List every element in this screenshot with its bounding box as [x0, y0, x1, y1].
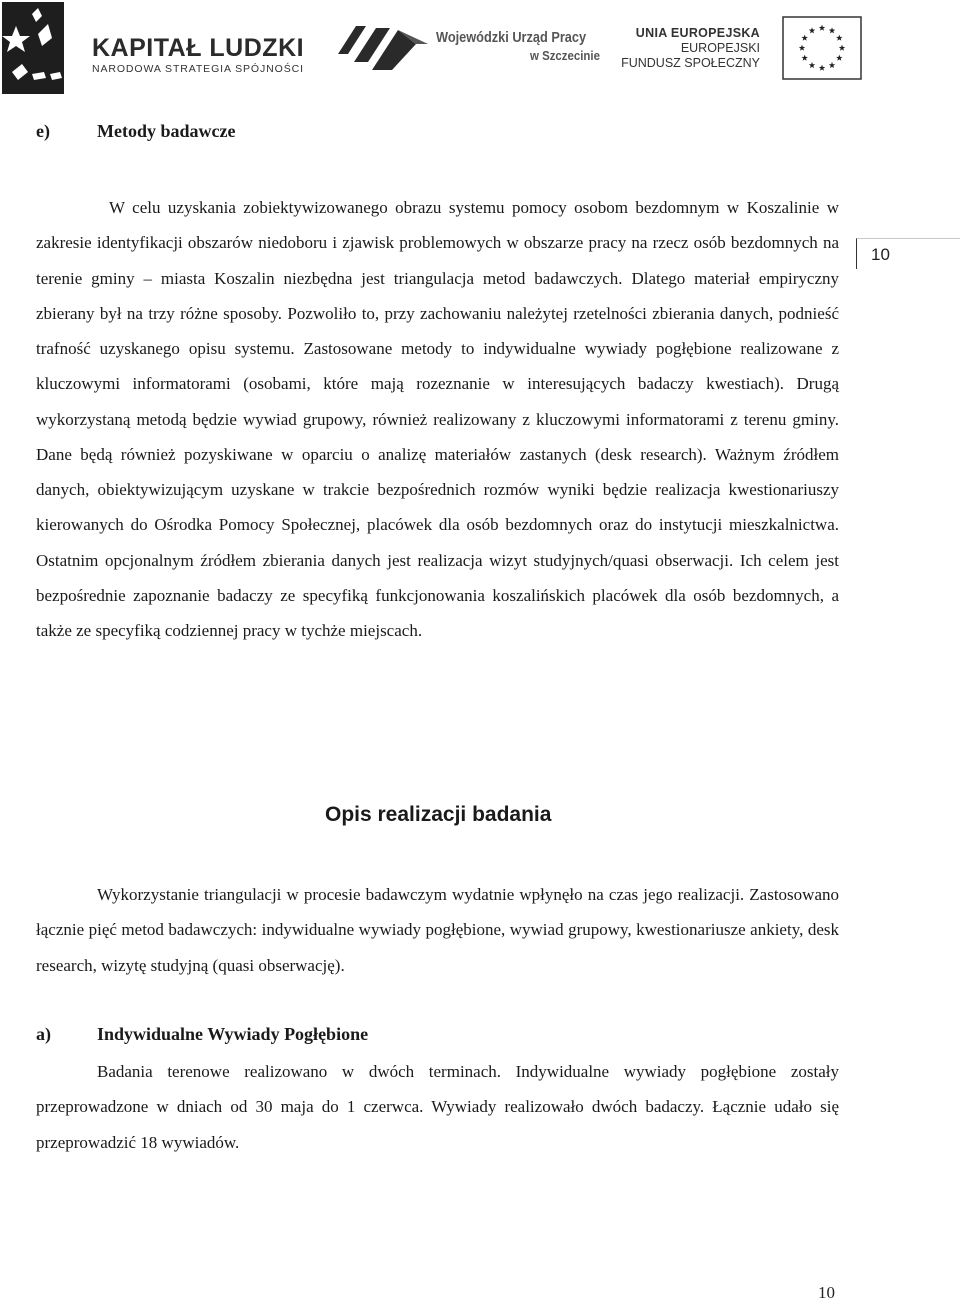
section-e-paragraph: W celu uzyskania zobiektywizowanego obrazu systemu pomocy osobom bezdomnym w Koszalinie w zakresie identyfikacji obszarów niedoboru i zjawisk problemowych w obszarze pracy na rzecz osób bezdomnych na terenie gminy – miasta Koszalin niezbędna jest triangulacja metod badawczych. Dlatego materiał empiryczny zbierany był na trzy różne sposoby. Pozwoliło to, przy zachowaniu należytej rzetelności zbierania danych, podnieść trafność uzyskanego opisu systemu. Zastosowane metody to indywidualne wywiady pogłębione realizowane z kluczowymi informatorami (osobami, które mają rozeznanie w interesujących badaczy kwestiach). Drugą wykorzystaną metodą będzie wywiad grupowy, również realizowany z kluczowymi informatorami z terenu gminy. Dane będą również pozyskiwane w oparciu o analizę materiałów zastanych (desk research). Ważnym źródłem danych, obiektywizującym uzyskane w trakcie bezpośrednich rozmów wyniki będzie realizacja kwestionariuszy kierowanych do Ośrodka Pomocy Społecznej, placówek dla osób bezdomnych oraz do instytucji mieszkalnictwa. Ostatnim opcjonalnym źródłem zbierania danych jest realizacja wizyt studyjnych/quasi obserwacji. Ich celem jest bezpośrednie zapoznanie badaczy ze specyfiką funkcjonowania koszalińskich placówek dla osób bezdomnych, a także ze specyfiką codziennej pracy w tychże miejscach. — [36, 198, 839, 640]
eu-flag-icon — [782, 16, 862, 80]
eu-efs-logo — [621, 14, 960, 86]
wup-title: Wojewódzki Urząd Pracy — [436, 30, 587, 46]
margin-page-number-tab — [856, 238, 960, 269]
eu-text-block — [621, 26, 760, 71]
wup-subtitle: w Szczecinie — [530, 48, 600, 63]
section-e-label: e) — [36, 121, 50, 141]
section-e-title: Metody badawcze — [97, 121, 236, 141]
section-a-paragraph: Badania terenowe realizowano w dwóch terminach. Indywidualne wywiady pogłębione zostały przeprowadzone w dniach od 30 maja do 1 czerwca. Wywiady realizowało dwóch badaczy. Łącznie udało się przeprowadzić 18 wywiadów. — [36, 1062, 839, 1152]
kapital-ludzki-subtitle: NARODOWA STRATEGIA SPÓJNOŚCI — [92, 63, 304, 75]
eu-line-1: UNIA EUROPEJSKA — [635, 26, 760, 40]
footer-page-number: 10 — [818, 1283, 835, 1302]
wup-arrows-icon — [336, 14, 432, 74]
opis-realizacji-title: Opis realizacji badania — [325, 803, 552, 826]
kapital-ludzki-emblem-icon — [2, 2, 82, 94]
opis-realizacji-paragraph: Wykorzystanie triangulacji w procesie badawczym wydatnie wpłynęło na czas jego realizacji. Zastosowano łącznie pięć metod badawczych: indywidualne wywiady pogłębione, wywiad grupowy, kwestionariusze ankiety, desk research, wizytę studyjną (quasi obserwację). — [36, 885, 839, 975]
wup-szczecin-logo — [336, 14, 606, 74]
page-header — [0, 0, 960, 100]
kapital-ludzki-logo — [2, 2, 305, 94]
eu-line-3: FUNDUSZ SPOŁECZNY — [621, 56, 760, 70]
margin-page-number: 10 — [871, 245, 890, 264]
kapital-ludzki-title: KAPITAŁ LUDZKI — [92, 34, 305, 62]
section-a-title: Indywidualne Wywiady Pogłębione — [97, 1024, 369, 1044]
eu-line-2: EUROPEJSKI — [680, 41, 760, 55]
section-a-label: a) — [36, 1024, 51, 1044]
